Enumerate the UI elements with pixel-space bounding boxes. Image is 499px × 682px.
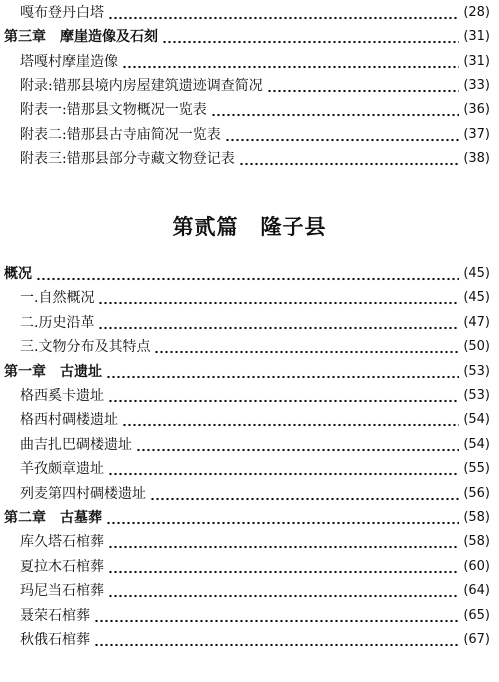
toc-entry-page: (60) (463, 558, 490, 574)
toc-entry-page: (55) (463, 461, 490, 477)
dot-leader (108, 386, 459, 406)
toc-entry-title: 曲吉扎巴碉楼遗址 (20, 436, 132, 453)
toc-entry (0, 532, 490, 552)
toc-entry-title: 羊孜颇章遗址 (20, 461, 104, 478)
dot-leader (211, 100, 460, 120)
toc-entry-page: (54) (463, 436, 490, 452)
toc-entry-page: (53) (463, 363, 490, 379)
toc-entry-title: 二.历史沿革 (20, 314, 95, 331)
toc-entry-page: (33) (463, 77, 490, 93)
dot-leader (108, 459, 459, 479)
toc-entry (0, 313, 490, 333)
toc-entry-title: 玛尼当石棺葬 (20, 583, 104, 600)
toc-entry-page: (67) (463, 632, 490, 647)
toc-entry (0, 484, 490, 504)
toc-entry-title: 格西村碉楼遗址 (20, 412, 118, 429)
dot-leader (98, 313, 459, 333)
toc-entry-title: 聂荣石棺葬 (20, 607, 90, 624)
toc-entry-page: (45) (463, 266, 490, 281)
toc-entry-title: 列麦第四村碉楼遗址 (20, 485, 146, 502)
toc-entry-title: 一.自然概况 (20, 290, 95, 307)
toc-entry-page: (58) (463, 510, 490, 525)
dot-leader (136, 435, 459, 455)
toc-chapter-entry (0, 508, 490, 528)
dot-leader (122, 410, 459, 430)
toc-entry-title: 秋俄石棺葬 (20, 632, 90, 648)
toc-entry (0, 410, 490, 430)
toc-entry-page: (28) (463, 5, 490, 20)
toc-entry (0, 288, 490, 308)
toc-entry-title: 第三章 摩崖造像及石刻 (4, 29, 158, 46)
toc-chapter-entry (0, 27, 490, 47)
dot-leader (122, 52, 459, 72)
toc-entry-page: (47) (463, 314, 490, 330)
toc-entry-title: 附表二:错那县古寺庙简况一览表 (20, 126, 221, 143)
toc-entry (0, 337, 490, 357)
toc-entry (0, 3, 490, 23)
toc-chapter-entry (0, 264, 490, 284)
toc-entry (0, 125, 490, 145)
toc-entry (0, 581, 490, 601)
dot-leader (225, 125, 460, 145)
toc-entry-page: (58) (463, 534, 490, 550)
toc-entry-page: (31) (463, 29, 490, 45)
toc-entry (0, 606, 490, 626)
dot-leader (106, 362, 459, 382)
toc-entry (0, 100, 490, 120)
toc-entry-title: 夏拉木石棺葬 (20, 558, 104, 575)
toc-entry-page: (38) (463, 150, 490, 166)
toc-entry (0, 459, 490, 479)
toc-entry-page: (37) (463, 126, 490, 142)
toc-entry-title: 附表三:错那县部分寺藏文物登记表 (20, 150, 235, 167)
toc-entry-title: 嘎布登丹白塔 (20, 5, 104, 21)
dot-leader (108, 532, 459, 552)
toc-entry-page: (45) (463, 290, 490, 306)
dot-leader (154, 337, 459, 357)
dot-leader (108, 3, 459, 23)
toc-entry-title: 库久塔石棺葬 (20, 534, 104, 551)
toc-entry (0, 149, 490, 169)
toc-entry-title: 第二章 古墓葬 (4, 510, 102, 526)
dot-leader (150, 484, 459, 504)
toc-entry-page: (53) (463, 388, 490, 403)
toc-entry-title: 附录:错那县境内房屋建筑遗迹调查简况 (20, 77, 263, 94)
toc-entry-page: (64) (463, 583, 490, 599)
dot-leader (94, 606, 459, 626)
dot-leader (162, 27, 459, 47)
toc-entry-page: (56) (463, 485, 490, 501)
dot-leader (98, 288, 459, 308)
dot-leader (108, 557, 459, 577)
dot-leader (94, 630, 459, 650)
dot-leader (108, 581, 459, 601)
toc-entry-title: 塔嘎村摩崖造像 (20, 53, 118, 70)
dot-leader (106, 508, 459, 528)
toc-entry (0, 435, 490, 455)
toc-entry-page: (50) (463, 339, 490, 355)
dot-leader (239, 149, 460, 169)
toc-entry-title: 第一章 古遗址 (4, 363, 102, 380)
toc-entry (0, 386, 490, 406)
toc-entry (0, 76, 490, 96)
toc-entry-title: 三.文物分布及其特点 (20, 339, 151, 356)
toc-entry-title: 附表一:错那县文物概况一览表 (20, 102, 207, 119)
toc-entry-page: (31) (463, 53, 490, 69)
part-title: 第贰篇 隆子县 (172, 215, 327, 239)
toc-entry (0, 557, 490, 577)
toc-entry-page: (54) (463, 412, 490, 428)
dot-leader (36, 264, 459, 284)
toc-entry-page: (65) (463, 607, 490, 623)
toc-entry-page: (36) (463, 102, 490, 118)
toc-chapter-entry (0, 362, 490, 382)
toc-entry (0, 52, 490, 72)
dot-leader (267, 76, 460, 96)
toc-entry (0, 630, 490, 650)
toc-entry-title: 格西奚卡遗址 (20, 388, 104, 404)
toc-entry-title: 概况 (4, 266, 32, 282)
